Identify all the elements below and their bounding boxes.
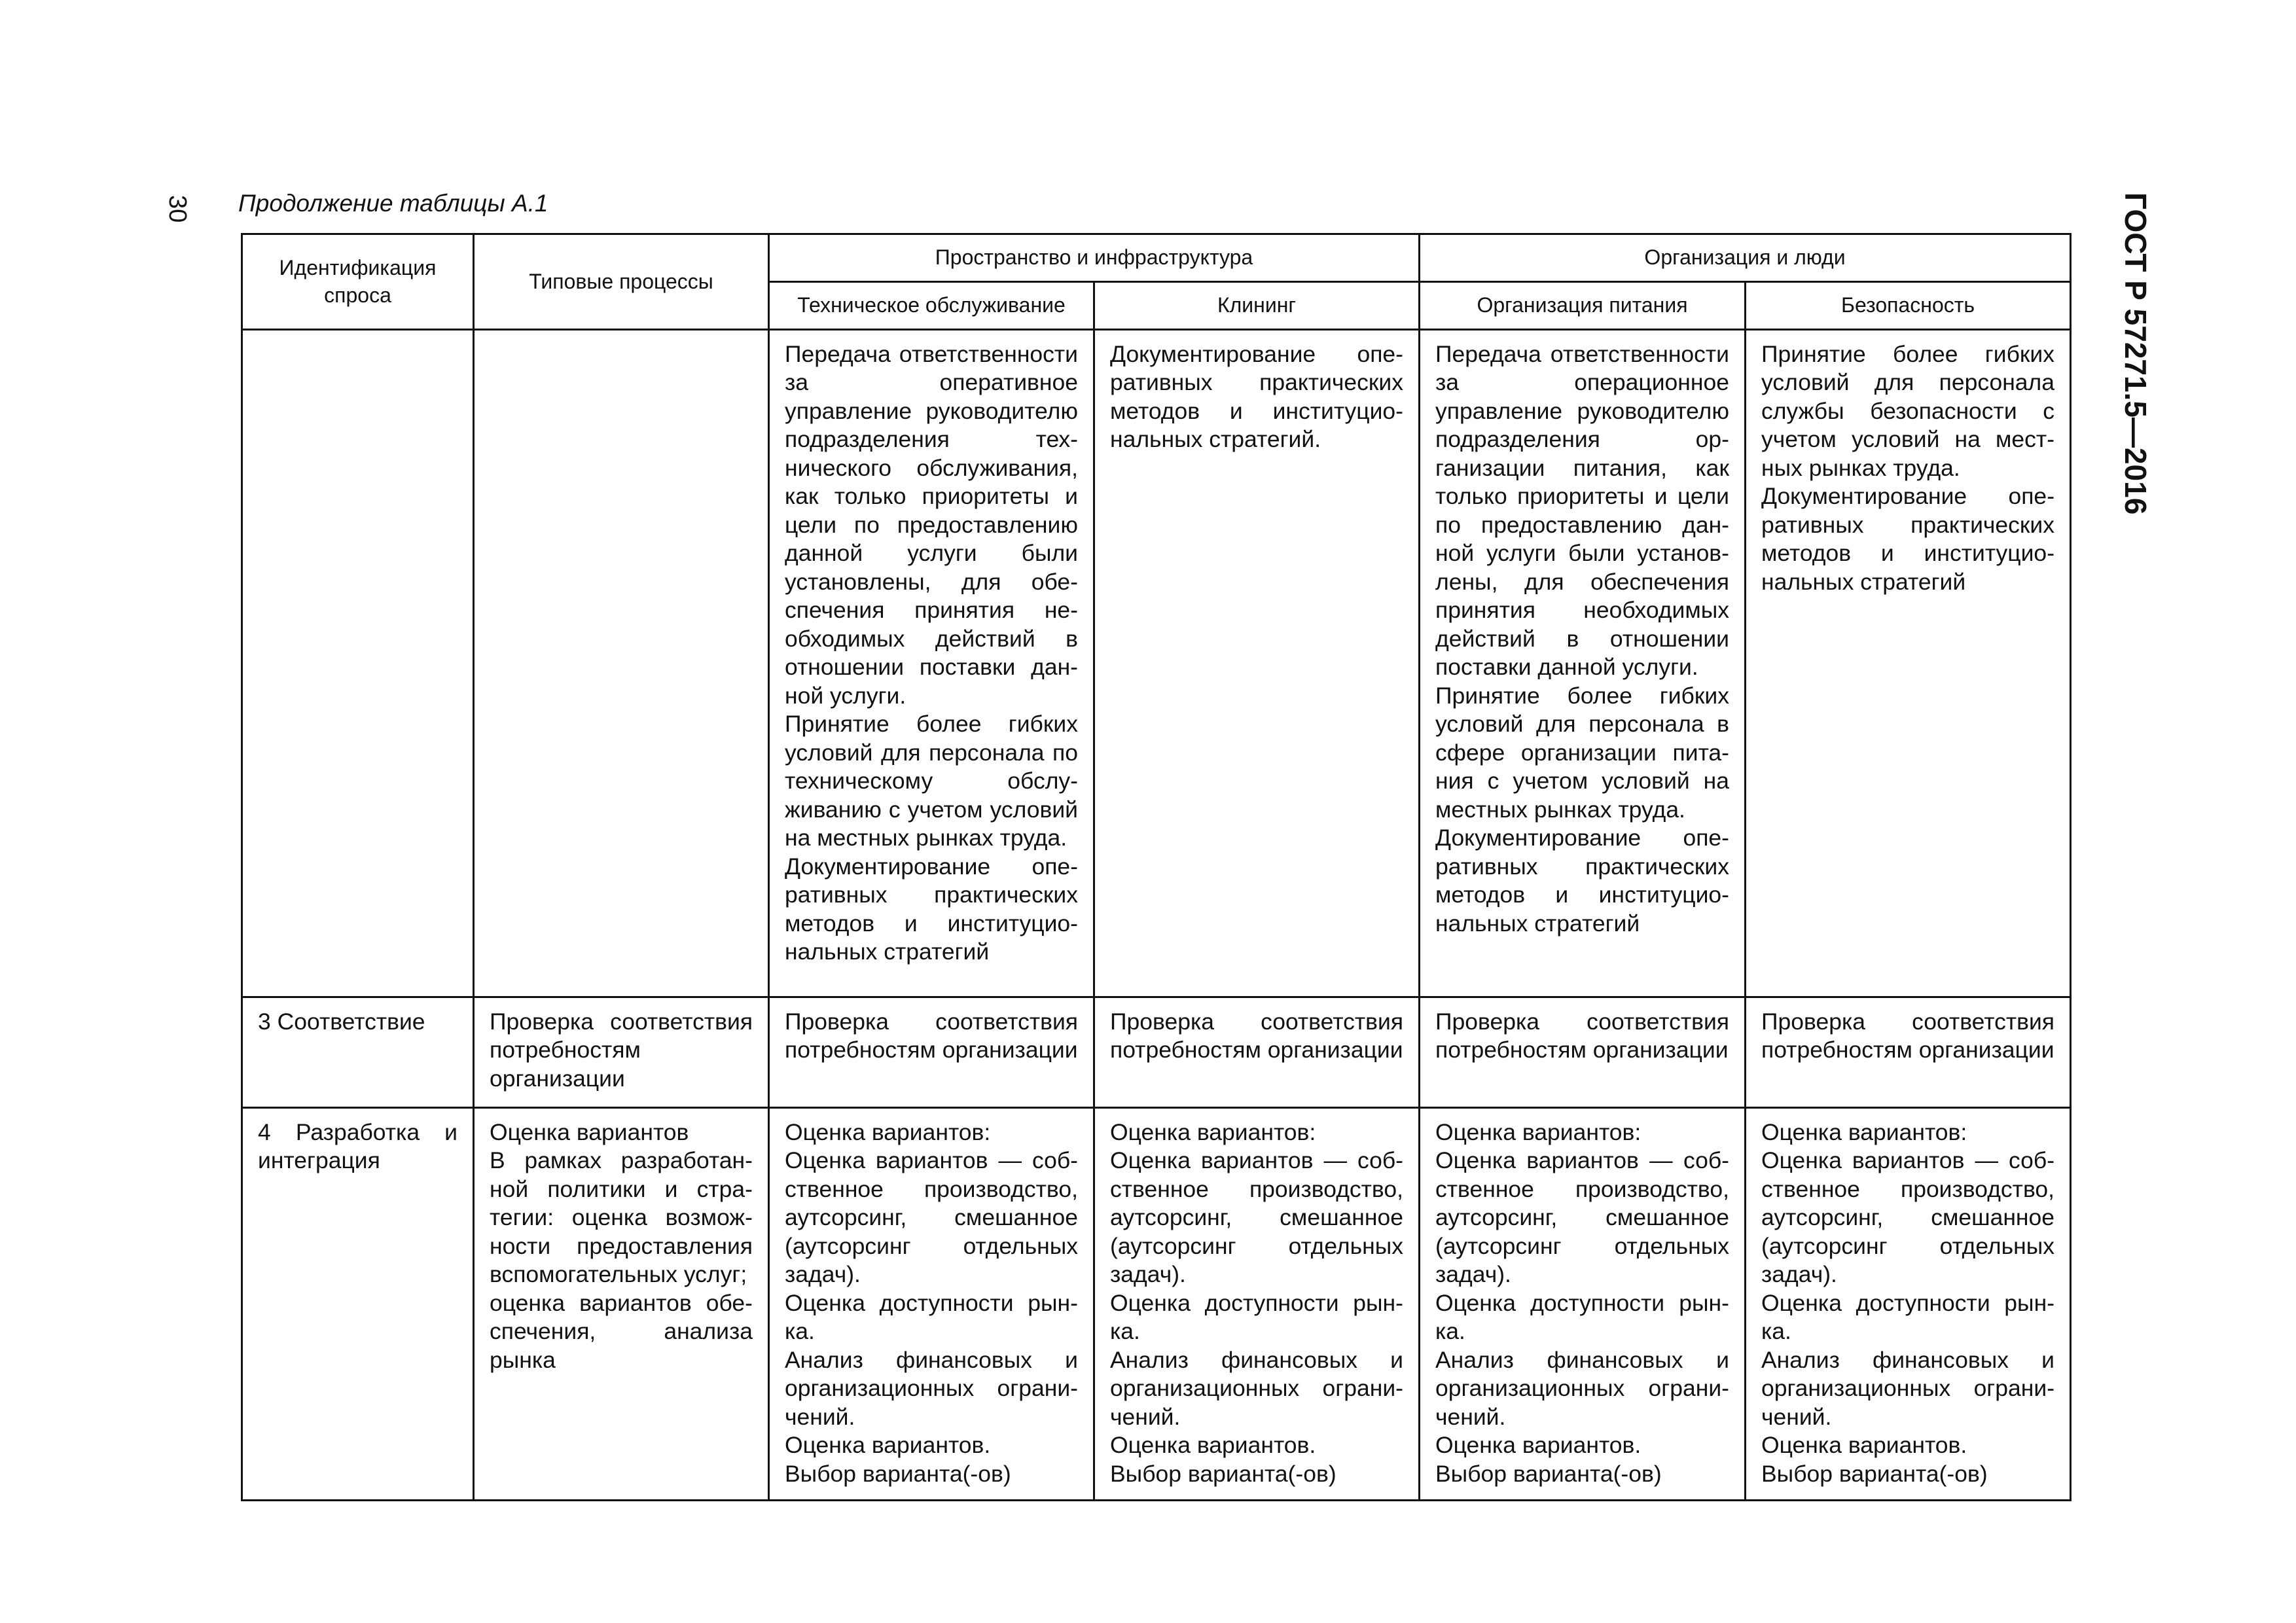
- header-organization-people: Организация и люди: [1420, 234, 2071, 282]
- cell-cleaning: [1094, 330, 1420, 997]
- cell-demand: [242, 1108, 474, 1501]
- header-security: Безопасность: [1746, 282, 2071, 330]
- cell-paragraph: Проверка соответствия потребностям организации: [785, 1008, 1078, 1063]
- cell-paragraph: Оценка вариантов.: [785, 1432, 991, 1459]
- cell-paragraph: Анализ финансовых и организационных ограничений.: [1761, 1346, 2055, 1430]
- cell-catering: [1420, 1108, 1746, 1501]
- cell-security: [1746, 330, 2071, 997]
- cell-paragraph: Выбор варианта(-ов): [1435, 1460, 1662, 1487]
- table-caption: Продолжение таблицы А.1: [238, 190, 548, 217]
- header-catering: Организация питания: [1420, 282, 1746, 330]
- cell-paragraph: Анализ финансовых и организационных ограничений.: [1110, 1346, 1403, 1430]
- cell-paragraph: Выбор варианта(-ов): [785, 1460, 1011, 1487]
- cell-security: [1746, 997, 2071, 1108]
- cell-paragraph: Выбор варианта(-ов): [1761, 1460, 1988, 1487]
- standard-designation: ГОСТ Р 57271.5—2016: [2119, 192, 2153, 515]
- header-maintenance: Техническое обслуживание: [769, 282, 1094, 330]
- cell-paragraph: Проверка соответствия потребностям организации: [490, 1008, 753, 1092]
- cell-paragraph: Оценка вариантов — собственное производство, аутсорсинг, смешанное (аутсорсинг отдельных задач).: [1435, 1147, 1729, 1288]
- cell-paragraph: Проверка соответствия потребностям организации: [1110, 1008, 1403, 1063]
- continuation-table: [241, 233, 2072, 1501]
- cell-paragraph: Оценка вариантов:: [1435, 1119, 1641, 1145]
- table-row: [242, 330, 2071, 997]
- cell-security: [1746, 1108, 2071, 1501]
- cell-paragraph: Выбор варианта(-ов): [1110, 1460, 1336, 1487]
- cell-paragraph: Оценка вариантов:: [785, 1119, 991, 1145]
- cell-paragraph: Принятие более гибких условий для персонала по техническому обслуживанию с учетом условий на местных рынках труда.: [785, 711, 1078, 851]
- cell-paragraph: 4 Разработка и интеграция: [258, 1119, 457, 1174]
- cell-paragraph: Оценка доступности рынка.: [1435, 1289, 1729, 1345]
- header-cleaning: Клининг: [1094, 282, 1420, 330]
- table-body: [242, 330, 2071, 1501]
- cell-paragraph: Документирование оперативных практических методов и институциональных стратегий.: [1110, 341, 1403, 453]
- cell-paragraph: Передача ответственности за оперативное управление руководителю подразделения технического обслуживания, как только приоритеты и цели по предоставлению данной услуги были установлены, для обеспечения принятия необходимых действий в отношении поставки данной услуги.: [785, 341, 1078, 709]
- cell-paragraph: В рамках разработанной политики и стратегии: оценка возможности предоставления вспомогательных услуг;: [490, 1147, 753, 1288]
- cell-paragraph: Оценка вариантов:: [1761, 1119, 1967, 1145]
- cell-processes: [474, 1108, 769, 1501]
- cell-maintenance: [769, 1108, 1094, 1501]
- cell-maintenance: [769, 330, 1094, 997]
- cell-catering: [1420, 330, 1746, 997]
- cell-paragraph: Оценка доступности рынка.: [1761, 1289, 2055, 1345]
- cell-paragraph: Оценка доступности рынка.: [785, 1289, 1078, 1345]
- cell-processes: [474, 330, 769, 997]
- cell-paragraph: Оценка вариантов.: [1110, 1432, 1316, 1459]
- cell-catering: [1420, 997, 1746, 1108]
- cell-paragraph: Оценка вариантов — собственное производство, аутсорсинг, смешанное (аутсорсинг отдельных задач).: [785, 1147, 1078, 1288]
- cell-paragraph: Оценка вариантов: [490, 1119, 689, 1145]
- cell-paragraph: Документирование оперативных практических методов и институциональных стратегий: [1761, 483, 2055, 595]
- cell-paragraph: Проверка соответствия потребностям организации: [1435, 1008, 1729, 1063]
- page-number: 30: [164, 195, 191, 223]
- cell-paragraph: Передача ответственности за операционное управление руководителю подразделения организации питания, как только приоритеты и цели по предоставлению данной услуги были установлены, для обеспечения принятия необходимых действий в отношении поставки данной услуги.: [1435, 341, 1729, 681]
- cell-paragraph: Принятие более гибких условий для персонала службы безопасности с учетом условий на местных рынках труда.: [1761, 341, 2055, 481]
- cell-demand: [242, 997, 474, 1108]
- cell-paragraph: Документирование оперативных практических методов и институциональных стратегий: [1435, 825, 1729, 936]
- cell-processes: [474, 997, 769, 1108]
- header-space-infrastructure: Пространство и инфраструктура: [769, 234, 1420, 282]
- cell-paragraph: Принятие более гибких условий для персонала в сфере организации питания с учетом условий на местных рынках труда.: [1435, 682, 1729, 823]
- cell-paragraph: Оценка вариантов — собственное производство, аутсорсинг, смешанное (аутсорсинг отдельных задач).: [1110, 1147, 1403, 1288]
- cell-paragraph: Проверка соответствия потребностям организации: [1761, 1008, 2055, 1063]
- cell-paragraph: Оценка вариантов:: [1110, 1119, 1316, 1145]
- cell-paragraph: Оценка вариантов.: [1435, 1432, 1641, 1459]
- cell-paragraph: Документирование оперативных практических методов и институциональных стратегий: [785, 853, 1078, 965]
- table-row: [242, 1108, 2071, 1501]
- cell-paragraph: Оценка вариантов.: [1761, 1432, 1967, 1459]
- cell-paragraph: Анализ финансовых и организационных ограничений.: [1435, 1346, 1729, 1430]
- header-demand-identification: Идентификация спроса: [242, 234, 474, 330]
- cell-paragraph: Анализ финансовых и организационных ограничений.: [785, 1346, 1078, 1430]
- cell-paragraph: Оценка вариантов — собственное производство, аутсорсинг, смешанное (аутсорсинг отдельных задач).: [1761, 1147, 2055, 1288]
- cell-maintenance: [769, 997, 1094, 1108]
- cell-paragraph: Оценка доступности рынка.: [1110, 1289, 1403, 1345]
- cell-cleaning: [1094, 997, 1420, 1108]
- header-typical-processes: Типовые процессы: [474, 234, 769, 330]
- table-row: [242, 997, 2071, 1108]
- cell-cleaning: [1094, 1108, 1420, 1501]
- cell-paragraph: 3 Соответствие: [258, 1008, 425, 1035]
- cell-paragraph: оценка вариантов обеспечения, анализа рынка: [490, 1289, 753, 1373]
- cell-demand: [242, 330, 474, 997]
